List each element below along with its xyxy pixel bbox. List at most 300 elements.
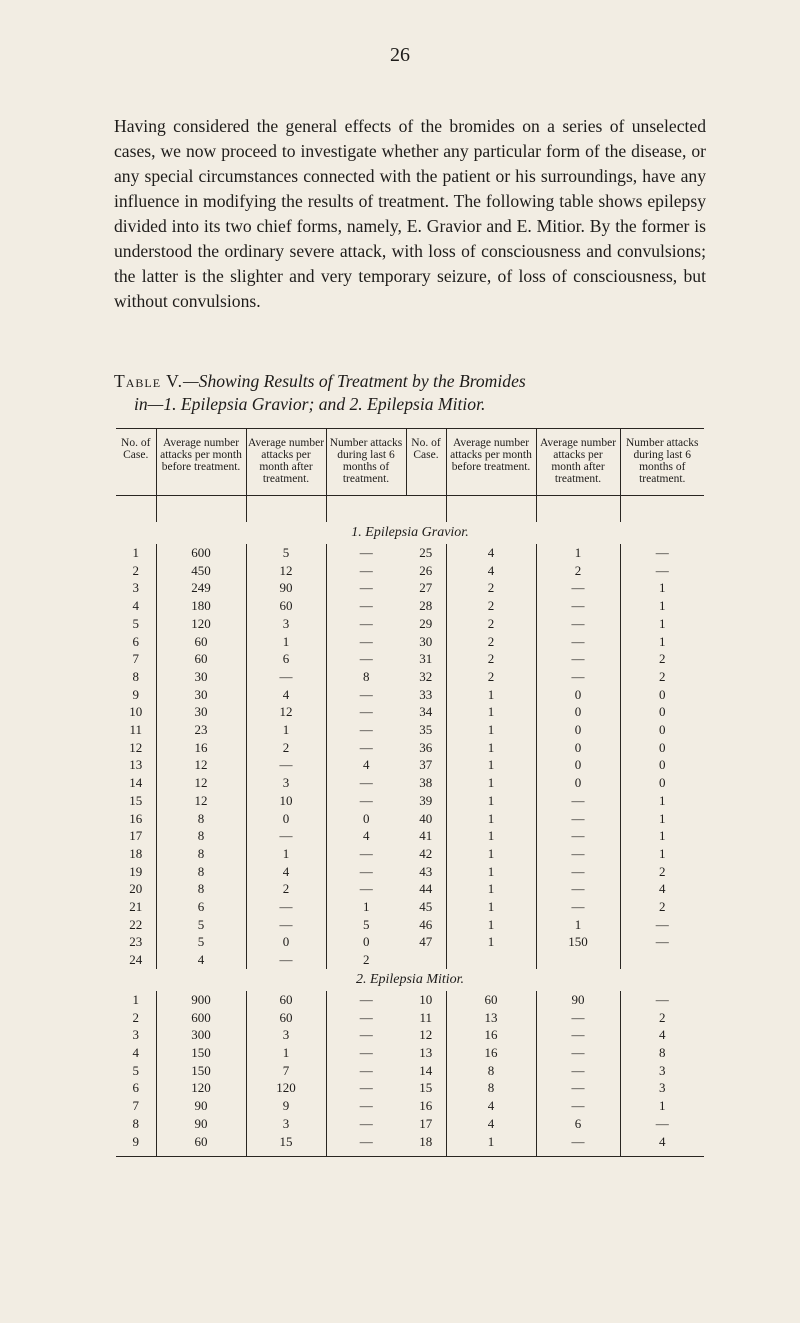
table-cell: 3 — [620, 1079, 704, 1097]
table-cell: 14 — [129, 775, 143, 791]
table-cell: 300 — [156, 1026, 246, 1044]
table-cell: 1 — [246, 845, 326, 863]
table-cell: 8 — [156, 863, 246, 881]
table-cell: 44 — [419, 881, 433, 897]
table-cell: 5 — [156, 933, 246, 951]
table-cell: 60 — [156, 633, 246, 651]
table-cell: — — [246, 916, 326, 934]
table-cell: 7 — [132, 1098, 139, 1114]
table-cell: — — [326, 774, 406, 792]
table-body — [116, 496, 704, 1157]
table-cell: — — [536, 1062, 620, 1080]
table-row — [116, 756, 704, 774]
header-after-2: Average number attacks per month after treatment. — [536, 429, 620, 496]
table-row — [116, 597, 704, 615]
table-cell: 2 — [446, 633, 536, 651]
table-cell: 0 — [620, 774, 704, 792]
table-cell: 2 — [446, 668, 536, 686]
table-row — [116, 1133, 704, 1151]
table-cell: 16 — [419, 1098, 433, 1114]
table-cell: 4 — [446, 1115, 536, 1133]
table-cell: 180 — [156, 597, 246, 615]
table-cell: 6 — [246, 650, 326, 668]
header-last-six-2: Number attacks during last 6 months of treatment. — [620, 429, 704, 496]
table-cell: 8 — [132, 668, 139, 684]
table-cell: 1 — [446, 810, 536, 828]
table-cell: 8 — [156, 827, 246, 845]
table-cell: 1 — [446, 703, 536, 721]
table-cell: 1 — [446, 898, 536, 916]
table-cell: 3 — [132, 1027, 139, 1043]
table-cell: — — [326, 703, 406, 721]
table-cell: 13 — [446, 1009, 536, 1027]
table-row — [116, 1009, 704, 1027]
table-cell: 0 — [620, 756, 704, 774]
section-title: 2. Epilepsia Mitior. — [355, 971, 465, 987]
table-cell: 10 — [246, 792, 326, 810]
table-cell: 0 — [246, 933, 326, 951]
table-cell: 27 — [419, 580, 433, 596]
table-cell: 150 — [156, 1044, 246, 1062]
table-cell: 3 — [132, 580, 139, 596]
table-caption-title-1: —Showing Results of Treatment by the Bromides — [183, 371, 526, 391]
table-row — [116, 668, 704, 686]
table-cell: 13 — [129, 757, 143, 773]
table-cell: 21 — [129, 899, 143, 915]
table-row — [116, 845, 704, 863]
table-row — [116, 1115, 704, 1133]
table-cell: — — [326, 615, 406, 633]
table-cell: — — [326, 1133, 406, 1151]
table-cell: 13 — [419, 1044, 433, 1060]
table-cell: 1 — [620, 845, 704, 863]
table-cell: — — [536, 579, 620, 597]
section-title-row — [116, 522, 704, 544]
table-cell: 2 — [446, 615, 536, 633]
table-cell: 35 — [419, 722, 433, 738]
table-cell: 11 — [129, 722, 143, 738]
table-cell: — — [326, 845, 406, 863]
table-cell: 19 — [129, 863, 143, 879]
table-cell: 40 — [419, 810, 433, 826]
table-cell: — — [620, 1115, 704, 1133]
table-cell: 8 — [326, 668, 406, 686]
table-cell: 1 — [620, 597, 704, 615]
table-cell: — — [326, 544, 406, 562]
table-cell: 1 — [620, 1097, 704, 1115]
table-cell: 23 — [129, 934, 143, 950]
table-cell: — — [326, 1115, 406, 1133]
table-cell: 42 — [419, 845, 433, 861]
table-cell: 4 — [620, 880, 704, 898]
table-cell: 120 — [246, 1079, 326, 1097]
table-cell: 150 — [156, 1062, 246, 1080]
table-row — [116, 898, 704, 916]
table-cell: — — [326, 880, 406, 898]
table-cell: — — [620, 933, 704, 951]
table-cell: 4 — [620, 1133, 704, 1151]
table-cell: 4 — [446, 544, 536, 562]
table-cell: — — [536, 1097, 620, 1115]
table-cell: 4 — [620, 1026, 704, 1044]
table-cell: 1 — [446, 774, 536, 792]
table-cell: 12 — [129, 739, 143, 755]
table-cell: — — [536, 1026, 620, 1044]
header-last-six-1: Number attacks during last 6 months of treatment. — [326, 429, 406, 496]
table-cell: 1 — [620, 615, 704, 633]
table-cell: 5 — [156, 916, 246, 934]
table-cell: 16 — [129, 810, 143, 826]
table-cell: 1 — [246, 1044, 326, 1062]
table-cell: 12 — [156, 774, 246, 792]
table-cell: 45 — [419, 899, 433, 915]
table-cell: — — [536, 898, 620, 916]
table-row — [116, 739, 704, 757]
table-cell: — — [246, 668, 326, 686]
table-cell: 4 — [326, 827, 406, 845]
table-caption-label: Table V. — [114, 371, 183, 391]
table-row — [116, 880, 704, 898]
table-cell: 46 — [419, 916, 433, 932]
table-cell: 60 — [446, 991, 536, 1009]
table-cell: 3 — [620, 1062, 704, 1080]
results-table — [116, 428, 704, 1157]
table-cell: — — [326, 792, 406, 810]
table-row — [116, 863, 704, 881]
table-cell: 1 — [446, 686, 536, 704]
table-caption — [114, 370, 706, 416]
table-cell: 37 — [419, 757, 433, 773]
table-cell: 2 — [446, 650, 536, 668]
table-row — [116, 827, 704, 845]
table-cell: 16 — [446, 1044, 536, 1062]
table-cell: — — [620, 991, 704, 1009]
table-cell: 30 — [156, 686, 246, 704]
table-cell: 18 — [129, 845, 143, 861]
table-cell: — — [326, 597, 406, 615]
page-number: 26 — [390, 44, 410, 66]
header-case-no-2: No. of Case. — [406, 429, 446, 496]
table-cell: — — [536, 1079, 620, 1097]
table-row — [116, 1044, 704, 1062]
table-cell: 29 — [419, 615, 433, 631]
table-cell: — — [536, 597, 620, 615]
table-row — [116, 1062, 704, 1080]
table-row — [116, 686, 704, 704]
table-cell: 6 — [536, 1115, 620, 1133]
header-before-1: Average number attacks per month before treatment. — [156, 429, 246, 496]
table-cell — [446, 951, 536, 969]
table-cell: 8 — [620, 1044, 704, 1062]
table-cell: 33 — [419, 686, 433, 702]
table-cell: 8 — [156, 845, 246, 863]
table-cell: 120 — [156, 615, 246, 633]
table-cell — [406, 951, 446, 969]
table-cell: 0 — [536, 739, 620, 757]
table-cell: 20 — [129, 881, 143, 897]
table-row — [116, 544, 704, 562]
table-row — [116, 916, 704, 934]
spacer-row — [116, 496, 704, 523]
table-cell: 16 — [156, 739, 246, 757]
table-row — [116, 991, 704, 1009]
table-cell: 0 — [536, 756, 620, 774]
table-cell: 2 — [446, 597, 536, 615]
table-cell: — — [620, 562, 704, 580]
table-cell: 9 — [246, 1097, 326, 1115]
table-cell: 1 — [132, 545, 139, 560]
table-cell: — — [246, 756, 326, 774]
table-cell: 2 — [326, 951, 406, 969]
table-cell: 4 — [156, 951, 246, 969]
table-cell: 4 — [326, 756, 406, 774]
table-cell: 12 — [156, 792, 246, 810]
table-cell: 0 — [536, 774, 620, 792]
table-cell: 0 — [536, 686, 620, 704]
table-cell: 2 — [620, 650, 704, 668]
table-cell: 12 — [156, 756, 246, 774]
table-cell: — — [326, 991, 406, 1009]
table-cell: 1 — [446, 880, 536, 898]
table-cell: 450 — [156, 562, 246, 580]
table-cell: 9 — [132, 1133, 139, 1149]
table-cell: 2 — [132, 562, 139, 578]
table-cell: 2 — [536, 562, 620, 580]
table-cell: 0 — [326, 933, 406, 951]
table-row — [116, 650, 704, 668]
table-cell: — — [326, 721, 406, 739]
table-cell: — — [536, 650, 620, 668]
table-cell — [620, 951, 704, 969]
table-cell: 1 — [446, 792, 536, 810]
table-cell: 39 — [419, 792, 433, 808]
table-cell: 22 — [129, 916, 143, 932]
table-cell: — — [620, 916, 704, 934]
table-row — [116, 721, 704, 739]
table-cell: 5 — [132, 1062, 139, 1078]
table-cell: 1 — [620, 792, 704, 810]
table-cell: 36 — [419, 739, 433, 755]
table-cell: 1 — [446, 827, 536, 845]
header-row — [116, 429, 704, 496]
table-cell: 4 — [446, 1097, 536, 1115]
table-cell: 8 — [446, 1079, 536, 1097]
table-cell: — — [326, 739, 406, 757]
table-cell: 34 — [419, 704, 433, 720]
table-cell: 30 — [156, 703, 246, 721]
table-cell: 60 — [246, 1009, 326, 1027]
table-cell: 0 — [246, 810, 326, 828]
table-cell: 1 — [246, 633, 326, 651]
table-cell: 1 — [132, 991, 139, 1007]
table-cell: 60 — [246, 991, 326, 1009]
table-cell: 1 — [446, 845, 536, 863]
table-cell: 60 — [156, 650, 246, 668]
table-cell: — — [536, 827, 620, 845]
table-row — [116, 1097, 704, 1115]
table-cell: 5 — [246, 544, 326, 562]
table-cell: 17 — [419, 1115, 433, 1131]
table-cell: 12 — [246, 703, 326, 721]
table-cell: 30 — [156, 668, 246, 686]
table-cell: — — [326, 1097, 406, 1115]
table-cell: 3 — [246, 774, 326, 792]
table-cell: 8 — [132, 1115, 139, 1131]
table-cell: 2 — [246, 739, 326, 757]
table-cell: — — [536, 880, 620, 898]
intro-paragraph: Having considered the general effects of the bromides on a series of unselected cases, we now proceed to investigate whether any particular form of the disease, or any special circumstances connected with the patient or his surroundings, have any influence in modifying the results of treatment. The following table shows epilepsy divided into its two chief forms, namely, E. Gravior and E. Mitior. By the former is understood the ordinary severe attack, with loss of consciousness and convulsions; the latter is the slighter and very temporary seizure, of loss of consciousness, but without convulsions. — [114, 115, 706, 311]
table-cell: 3 — [246, 615, 326, 633]
table-cell: 9 — [132, 686, 139, 702]
table-cell: 3 — [246, 1115, 326, 1133]
table-cell: 150 — [536, 933, 620, 951]
table-cell: 12 — [419, 1027, 433, 1043]
table-cell: 6 — [156, 898, 246, 916]
table-cell: — — [326, 1009, 406, 1027]
table-row — [116, 579, 704, 597]
table-cell: 1 — [536, 544, 620, 562]
table-cell: 1 — [446, 933, 536, 951]
table-cell: 249 — [156, 579, 246, 597]
table-row — [116, 703, 704, 721]
table-cell: 0 — [536, 703, 620, 721]
table-cell: 11 — [419, 1009, 433, 1025]
header-case-no-1: No. of Case. — [116, 429, 156, 496]
table-cell: 18 — [419, 1133, 433, 1149]
table-row — [116, 615, 704, 633]
table-cell: — — [326, 562, 406, 580]
table-cell: 43 — [419, 863, 433, 879]
table-cell: 1 — [446, 721, 536, 739]
table-cell: 14 — [419, 1062, 433, 1078]
table-cell: 15 — [246, 1133, 326, 1151]
table-cell: 1 — [620, 633, 704, 651]
table-cell: — — [246, 898, 326, 916]
table-cell: 600 — [156, 544, 246, 562]
table-cell: 2 — [620, 898, 704, 916]
table-cell: 0 — [620, 686, 704, 704]
table-cell: 12 — [246, 562, 326, 580]
table-cell: 90 — [156, 1097, 246, 1115]
header-after-1: Average number attacks per month after treatment. — [246, 429, 326, 496]
table-cell: 23 — [156, 721, 246, 739]
table-cell: — — [536, 668, 620, 686]
table-cell: 16 — [446, 1026, 536, 1044]
table-cell: 8 — [156, 880, 246, 898]
table-cell: 30 — [419, 633, 433, 649]
table-row — [116, 810, 704, 828]
table-cell: 60 — [246, 597, 326, 615]
table-cell: 1 — [446, 739, 536, 757]
table-cell: 2 — [620, 863, 704, 881]
table-cell: 32 — [419, 668, 433, 684]
table-cell: — — [536, 1133, 620, 1151]
table-cell: — — [536, 863, 620, 881]
table-row — [116, 633, 704, 651]
table-cell: 25 — [419, 545, 433, 560]
table-cell: — — [536, 792, 620, 810]
table-cell: 1 — [620, 810, 704, 828]
table-bottom-rule — [116, 1150, 704, 1157]
table-cell: — — [326, 650, 406, 668]
table-row — [116, 951, 704, 969]
table-cell: 5 — [326, 916, 406, 934]
table-cell: 15 — [419, 1080, 433, 1096]
table-cell: 0 — [620, 739, 704, 757]
table-cell: 1 — [620, 579, 704, 597]
table-cell: 0 — [326, 810, 406, 828]
table-cell: — — [536, 810, 620, 828]
table-cell — [536, 951, 620, 969]
table-cell: 2 — [246, 880, 326, 898]
table-cell: — — [326, 633, 406, 651]
table-cell: 10 — [419, 991, 433, 1007]
table-cell: — — [326, 579, 406, 597]
table-cell: 0 — [620, 721, 704, 739]
table-row — [116, 792, 704, 810]
table-cell: 1 — [446, 1133, 536, 1151]
table-cell: 1 — [246, 721, 326, 739]
table-cell: 4 — [446, 562, 536, 580]
table-cell: 38 — [419, 775, 433, 791]
table-cell: 26 — [419, 562, 433, 578]
table-cell: 4 — [132, 598, 139, 614]
table-cell: 1 — [446, 756, 536, 774]
table-cell: 0 — [620, 703, 704, 721]
table-cell: 4 — [246, 686, 326, 704]
header-before-2: Average number attacks per month before treatment. — [446, 429, 536, 496]
table-cell: 8 — [156, 810, 246, 828]
table-cell: — — [326, 1079, 406, 1097]
table-cell: 1 — [326, 898, 406, 916]
table-cell: — — [246, 827, 326, 845]
table-cell: — — [326, 1062, 406, 1080]
table-cell: 8 — [446, 1062, 536, 1080]
table-cell: 90 — [536, 991, 620, 1009]
table-row — [116, 933, 704, 951]
table-cell: 2 — [620, 1009, 704, 1027]
table-cell: — — [326, 1026, 406, 1044]
table-cell: 5 — [132, 615, 139, 631]
table-row — [116, 1026, 704, 1044]
table-cell: — — [326, 1044, 406, 1062]
table-cell: 10 — [129, 704, 143, 720]
table-cell: 3 — [246, 1026, 326, 1044]
table-cell: 600 — [156, 1009, 246, 1027]
table-cell: 1 — [536, 916, 620, 934]
table-cell: — — [326, 686, 406, 704]
table-cell: 6 — [132, 1080, 139, 1096]
table-cell: — — [536, 845, 620, 863]
table-cell: 4 — [246, 863, 326, 881]
table-cell: 1 — [446, 863, 536, 881]
table-cell: — — [326, 863, 406, 881]
table-cell: 90 — [246, 579, 326, 597]
section-title: 1. Epilepsia Gravior. — [351, 525, 469, 540]
table-cell: 2 — [132, 1009, 139, 1025]
table-cell: 2 — [446, 579, 536, 597]
table-cell: — — [536, 1044, 620, 1062]
table-cell: 120 — [156, 1079, 246, 1097]
table-row — [116, 562, 704, 580]
table-cell: 41 — [419, 828, 433, 844]
table-cell: 47 — [419, 934, 433, 950]
table-row — [116, 1079, 704, 1097]
table-cell: 900 — [156, 991, 246, 1009]
table-cell: 60 — [156, 1133, 246, 1151]
table-caption-title-2: in—1. Epilepsia Gravior; and 2. Epilepsia Mitior. — [134, 394, 486, 414]
table-row — [116, 774, 704, 792]
